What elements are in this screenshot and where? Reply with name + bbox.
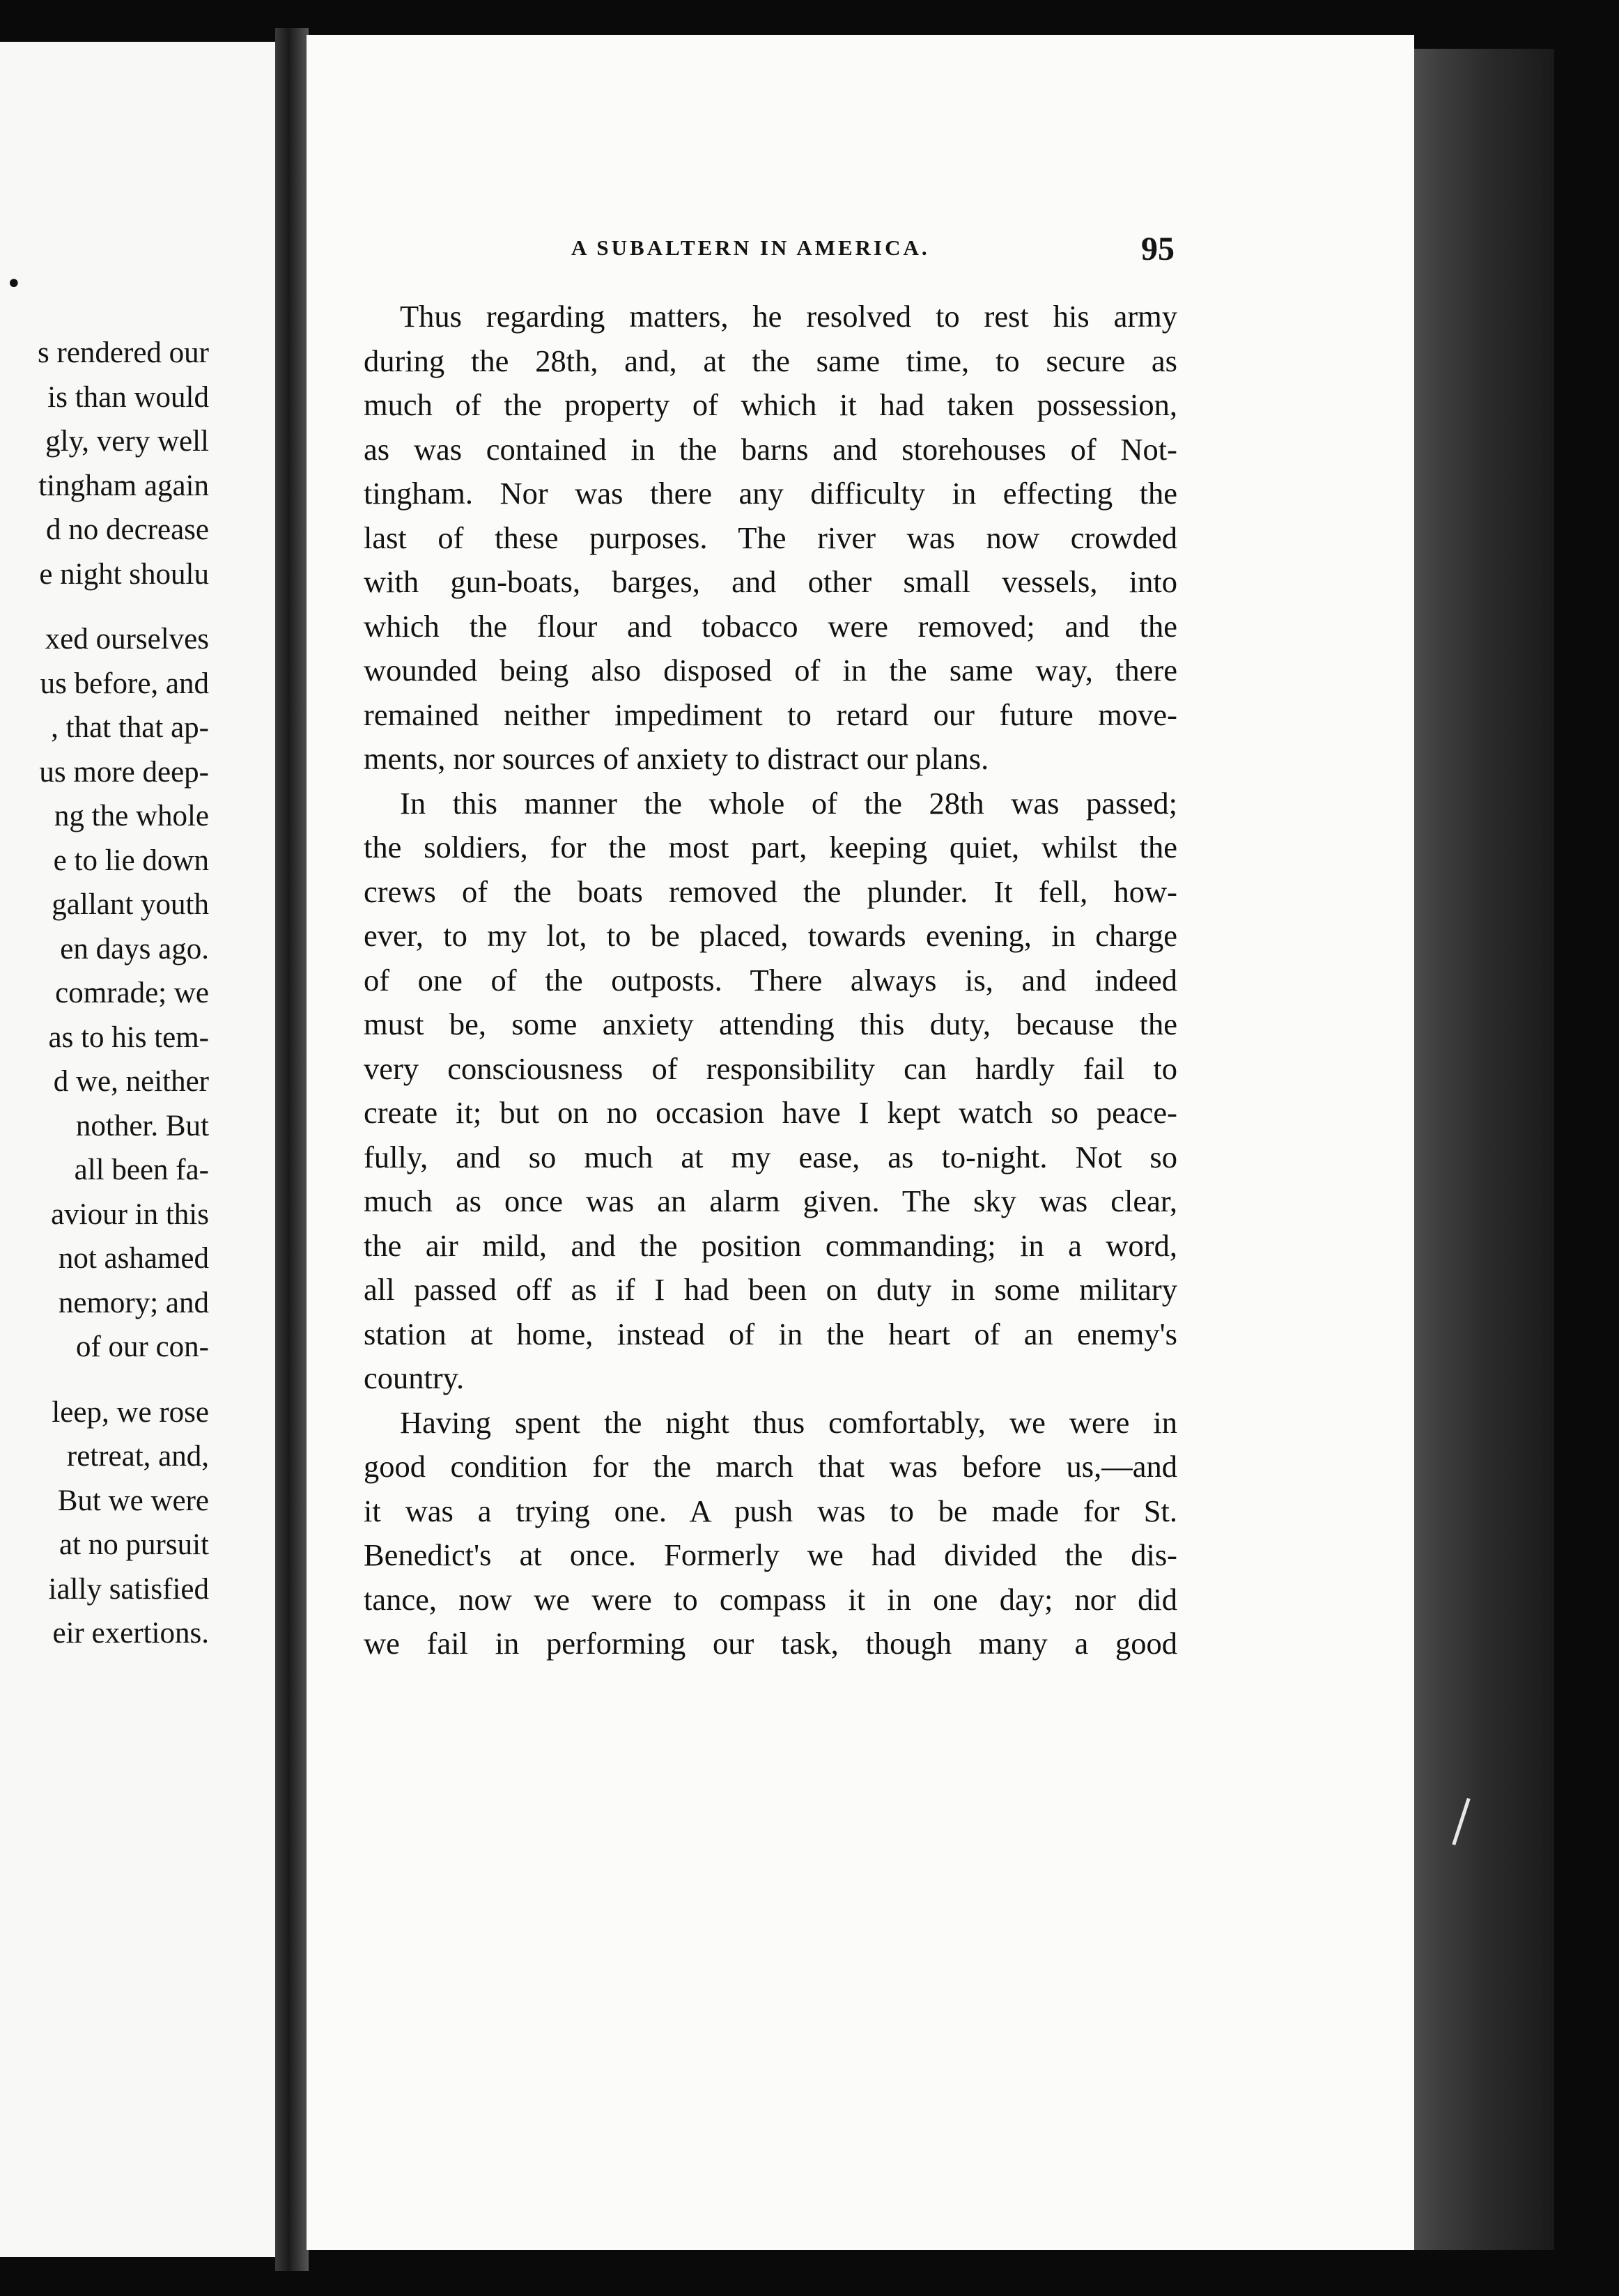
text-line: must be, some anxiety attending this duty, because the: [364, 1007, 1177, 1041]
left-page-fragment: [0, 42, 284, 2257]
stray-mark: •: [6, 268, 22, 300]
text-line: last of these purposes. The river was now crowded: [364, 520, 1177, 555]
text-line: Having spent the night thus comfortably, we were in: [400, 1404, 1177, 1440]
left-text-line: nother. But: [75, 1109, 209, 1142]
left-text-line: s rendered our: [38, 336, 209, 369]
left-text-line: at no pursuit: [59, 1528, 209, 1561]
text-line: with gun-boats, barges, and other small vessels, into: [364, 564, 1177, 599]
text-line: good condition for the march that was before us,—and: [364, 1449, 1177, 1484]
text-line: wounded being also disposed of in the same way, there: [364, 653, 1177, 688]
text-line: country.: [364, 1360, 465, 1395]
text-line: of one of the outposts. There always is, and indeed: [364, 962, 1177, 998]
body-text: [364, 295, 1177, 1666]
text-line: as was contained in the barns and storehouses of Not-: [364, 431, 1177, 467]
left-text-line: d no decrease: [46, 513, 209, 546]
text-line: we fail in performing our task, though many a good: [364, 1626, 1177, 1661]
text-line: very consciousness of responsibility can hardly fail to: [364, 1050, 1177, 1086]
paragraph: [364, 782, 1177, 1401]
left-text-line: of our con-: [75, 1331, 209, 1363]
left-text-line: ng the whole: [54, 800, 209, 832]
text-line: ments, nor sources of anxiety to distract our plans.: [364, 741, 989, 776]
text-line: the soldiers, for the most part, keeping quiet, whilst the: [364, 830, 1177, 864]
left-text-line: leep, we rose: [52, 1395, 209, 1429]
left-text-line: gly, very well: [45, 425, 209, 458]
paragraph-gap: [38, 1370, 209, 1390]
book-gutter: [275, 28, 309, 2271]
left-text-line: e to lie down: [53, 844, 209, 877]
left-text-line: not ashamed: [58, 1242, 209, 1275]
left-text-line: retreat, and,: [66, 1440, 209, 1473]
text-line: during the 28th, and, at the same time, to secure as: [364, 343, 1177, 378]
text-line: In this manner the whole of the 28th was passed;: [400, 785, 1177, 821]
text-line: crews of the boats removed the plunder. It fell, how-: [364, 874, 1177, 909]
left-text-line: en days ago.: [60, 932, 209, 965]
text-line: much as once was an alarm given. The sky was clear,: [364, 1184, 1177, 1218]
left-text-line: comrade; we: [55, 977, 209, 1009]
text-line: create it; but on no occasion have I kept watch so peace-: [364, 1095, 1177, 1130]
left-text-line: as to his tem-: [48, 1021, 209, 1054]
page-number: 95: [1141, 231, 1175, 267]
left-text-line: tingham again: [38, 469, 209, 502]
left-text-line: aviour in this: [51, 1197, 209, 1231]
text-line: remained neither impediment to retard our future move-: [364, 697, 1177, 732]
text-line: much of the property of which it had taken possession,: [364, 387, 1177, 422]
left-text-line: , that that ap-: [51, 711, 209, 744]
left-page-text: [38, 331, 209, 1656]
text-line: station at home, instead of in the heart of an enemy's: [364, 1316, 1177, 1351]
text-line: it was a trying one. A push was to be made for St.: [364, 1493, 1177, 1528]
left-text-line: e night shoulu: [39, 557, 209, 591]
left-text-line: us before, and: [40, 667, 209, 700]
text-line: ever, to my lot, to be placed, towards evening, in charge: [364, 918, 1177, 953]
paragraph: [364, 295, 1177, 782]
left-text-line: gallant youth: [52, 888, 209, 921]
text-line: all passed off as if I had been on duty in some military: [364, 1272, 1177, 1307]
text-line: tance, now we were to compass it in one day; nor did: [364, 1581, 1177, 1617]
paragraph-gap: [38, 596, 209, 617]
left-text-line: is than would: [47, 380, 209, 414]
paragraph: [364, 1401, 1177, 1666]
text-line: fully, and so much at my ease, as to-night. Not so: [364, 1139, 1177, 1174]
left-text-line: nemory; and: [58, 1286, 209, 1319]
left-text-line: eir exertions.: [52, 1617, 209, 1650]
text-line: Thus regarding matters, he resolved to rest his army: [400, 299, 1177, 334]
left-text-line: d we, neither: [53, 1065, 209, 1098]
text-line: the air mild, and the position commanding; in a word,: [364, 1227, 1177, 1263]
text-line: which the flour and tobacco were removed; and the: [364, 608, 1177, 644]
text-line: tingham. Nor was there any difficulty in effecting the: [364, 476, 1177, 511]
left-text-line: xed ourselves: [45, 623, 209, 656]
left-text-line: ially satisfied: [48, 1572, 209, 1606]
left-text-line: But we were: [57, 1484, 209, 1517]
left-text-line: all been fa-: [74, 1154, 209, 1186]
left-text-line: us more deep-: [39, 755, 209, 789]
text-line: Benedict's at once. Formerly we had divided the dis-: [364, 1537, 1177, 1572]
running-head: A SUBALTERN IN AMERICA.: [571, 235, 930, 260]
